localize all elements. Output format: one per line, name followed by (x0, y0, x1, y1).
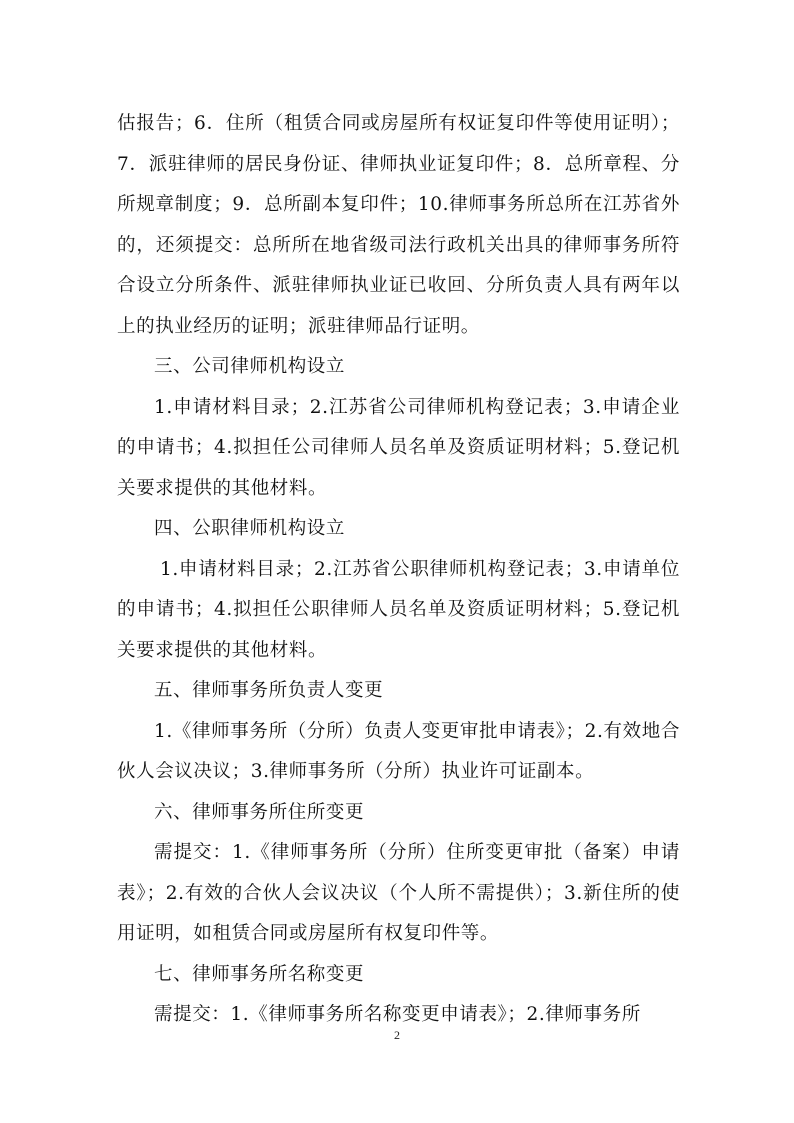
paragraph-continued-requirements: 估报告；6．住所（租赁合同或房屋所有权证复印件等使用证明）；7．派驻律师的居民身份证、律师执业证复印件；8．总所章程、分所规章制度；9．总所副本复印件；10.律师事务所总所在江苏省外的，还须提交：总所所在地省级司法行政机关出具的律师事务所符合设立分所条件、派驻律师执业证已收回、分所负责人具有两年以上的执业经历的证明；派驻律师品行证明。 (117, 113, 680, 337)
paragraph-company-lawyer-materials: 1.申请材料目录；2.江苏省公司律师机构登记表；3.申请企业的申请书；4.拟担任公司律师人员名单及资质证明材料；5.登记机关要求提供的其他材料。 (117, 396, 680, 499)
section-heading-address-change: 六、律师事务所住所变更 (154, 801, 365, 823)
section-heading-principal-change: 五、律师事务所负责人变更 (154, 680, 384, 701)
paragraph-principal-change-materials: 1.《律师事务所（分所）负责人变更审批申请表》；2.有效地合伙人会议决议；3.律师事务所（分所）执业许可证副本。 (117, 720, 680, 782)
section-heading-name-change: 七、律师事务所名称变更 (154, 963, 365, 985)
page-number: 2 (394, 1028, 400, 1042)
section-heading-company-lawyer-institution: 三、公司律师机构设立 (154, 356, 346, 377)
section-heading-public-lawyer-institution: 四、公职律师机构设立 (154, 518, 346, 539)
document-body (117, 104, 680, 1036)
paragraph-name-change-materials: 需提交：1.《律师事务所名称变更申请表》；2.律师事务所 (154, 1004, 641, 1025)
paragraph-address-change-materials: 需提交：1.《律师事务所（分所）住所变更审批（备案）申请表》；2.有效的合伙人会议决议（个人所不需提供）；3.新住所的使用证明，如租赁合同或房屋所有权复印件等。 (117, 842, 680, 944)
paragraph-public-lawyer-materials: 1.申请材料目录；2.江苏省公职律师机构登记表；3.申请单位的申请书；4.拟担任公职律师人员名单及资质证明材料；5.登记机关要求提供的其他材料。 (117, 558, 680, 661)
